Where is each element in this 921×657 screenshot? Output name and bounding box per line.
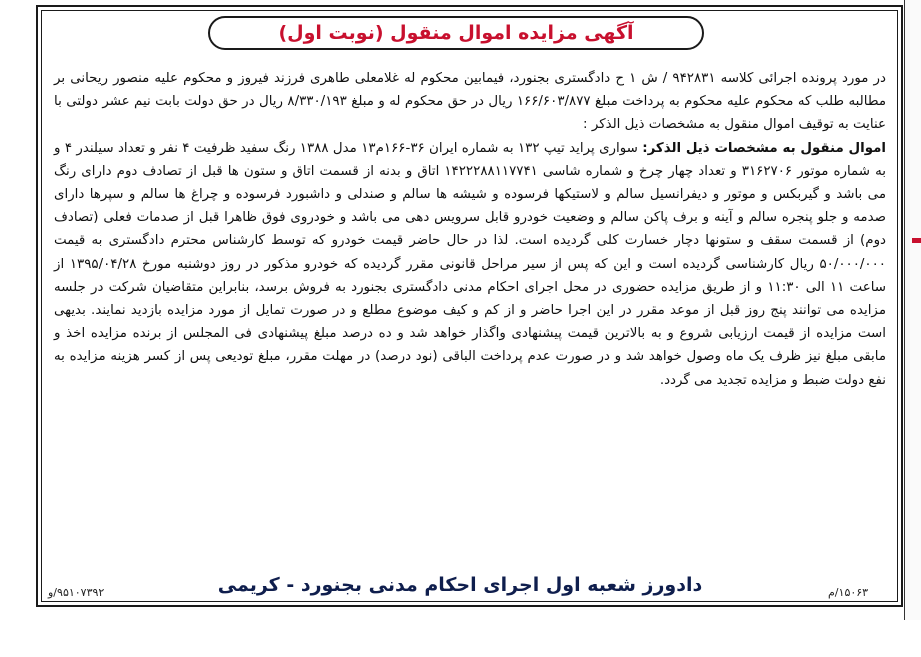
notice-signature: دادورز شعبه اول اجرای احکام مدنی بجنورد - کریمی — [217, 574, 703, 596]
property-description: سواری پراید تیپ ۱۳۲ به شماره ایران ۳۶-۱۶۶م۱۳ مدل ۱۳۸۸ رنگ سفید ظرفیت ۴ نفر و تعداد سیلندر ۴ و به شماره موتور ۳۱۶۲۷۰۶ و تعداد چهار چرخ و شماره شاسی ۱۴۲۲۲۸۸۱۱۷۷۴۱ اتاق و بدنه از قسمت اتاق و ستون ها قبل از تصادف دوم دارای رنگ می باشد و گیربکس و موتور و دیفرانسیل سالم و لاستیکها فرسوده و شیشه ها سالم و صندلی و داشبورد فرسوده و چراغ ها سالم و سپرها دارای صدمه و جلو پنجره سالم و آینه و برف پاکن سالم و وضعیت خودرو قابل سرویس دهی می باشد و خودروی فوق ظاهرا قبل از صدمات فعلی (تصادف دوم) از قسمت سقف و ستونها دچار خسارت کلی گردیده است. لذا در حال حاضر قیمت خودرو که توسط کارشناس محترم دادگستری به قیمت ۵۰/۰۰۰/۰۰۰ ریال کارشناسی گردیده است و این که پس از سیر مراحل قانونی مقرر گردیده که خودرو مذکور در روز دوشنبه مورخ ۱۳۹۵/۰۴/۲۸ از ساعت ۱۱ الی ۱۱:۳۰ و از طریق مزایده حضوری در محل اجرای احکام مدنی دادگستری بجنورد به فروش برسد، بنابراین متقاضیان شرکت در جلسه مزایده می توانند پنج روز قبل از موعد مقرر در این اجرا حاضر و از کم و کیف موضوع مطلع و در صورت تمایل از مورد مزایده بازدید نمایند. بدیهی است مزایده از قیمت ارزیابی شروع و به بالاترین قیمت پیشنهادی واگذار خواهد شد و ده درصد مبلغ پیشنهادی فی المجلس از برنده مزایده اخذ و مابقی مبلغ نیز ظرف یک ماه وصول خواهد شد و در صورت عدم پرداخت الباقی (نود درصد) در مهلت مقرر، مبلغ تودیعی پس از کسر هزینه مزایده به نفع دولت ضبط و مزایده تجدید می گردد. — [54, 140, 886, 388]
red-marker — [912, 238, 921, 243]
notice-property-paragraph — [54, 137, 886, 392]
notice-title-box — [208, 16, 704, 50]
notice-body — [54, 67, 886, 392]
property-label: اموال منقول به مشخصات ذیل الذکر: — [642, 140, 886, 156]
adjacent-column-edge — [904, 0, 921, 620]
notice-intro-text: در مورد پرونده اجرائی کلاسه ۹۴۲۸۳۱ / ش ۱ ح دادگستری بجنورد، فیمابین محکوم له غلامعلی طاهری فرزند فیروز و محکوم علیه منصور ریحانی بر مطالبه طلب که محکوم علیه محکوم به پرداخت مبلغ ۱۶۶/۶۰۳/۸۷۷ ریال در حق محکوم له و مبلغ ۸/۳۳۰/۱۹۳ ریال در حق دولت بابت نیم عشر دولتی با عنایت به توقیف اموال منقول به مشخصات ذیل الذکر : — [54, 71, 886, 133]
notice-reference-number: ۱۵۰۶۳/م — [828, 586, 869, 599]
notice-intro-paragraph — [54, 67, 886, 137]
publication-code: ۹۵۱۰۷۳۹۲/و — [48, 586, 105, 599]
notice-title: آگهی مزایده اموال منقول (نوبت اول) — [278, 22, 634, 44]
